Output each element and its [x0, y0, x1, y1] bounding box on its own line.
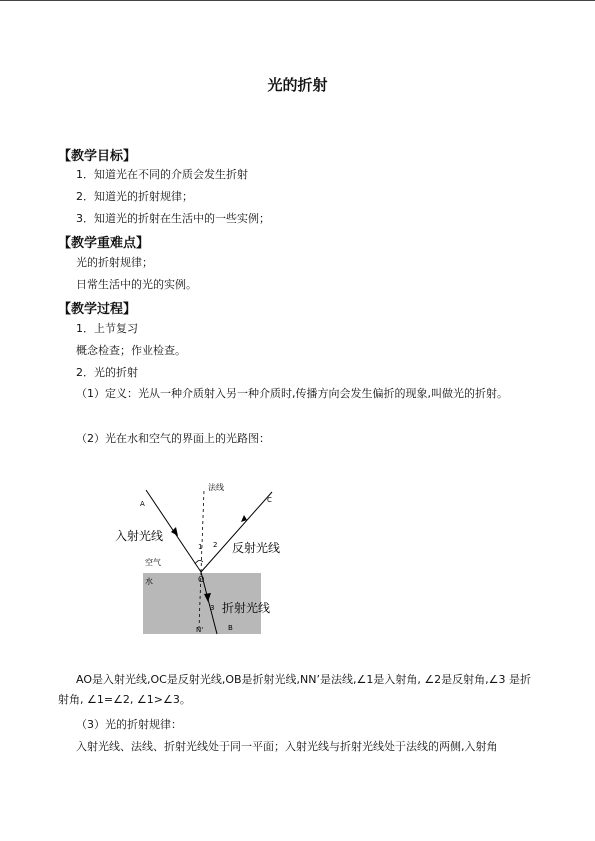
diagram-caption: （2）光在水和空气的界面上的光路图： — [76, 432, 270, 445]
incident-ray-label: 入射光线 — [115, 529, 164, 543]
point-b-label: B — [228, 624, 233, 632]
key-points-heading: 【教学重难点】 — [58, 236, 150, 251]
top-rule — [0, 0, 595, 1]
angle-3-label: 3 — [210, 604, 215, 612]
key-point-2: 日常生活中的光的实例。 — [76, 278, 197, 291]
definition-paragraph: （1）定义：光从一种介质射入另一种介质时,传播方向会发生偏折的现象,叫做光的折射。 — [76, 387, 508, 400]
angle-1-label: 1 — [198, 543, 203, 551]
review-item: 1．上节复习 — [76, 322, 138, 335]
law-text: 入射光线、法线、折射光线处于同一平面；入射光线与折射光线处于法线的两侧,入射角 — [76, 740, 498, 753]
key-point-1: 光的折射规律； — [76, 256, 153, 269]
reflected-ray — [201, 492, 272, 572]
water-label: 水 — [145, 577, 153, 586]
law-heading: （3）光的折射规律： — [76, 718, 182, 731]
refracted-ray-label: 折射光线 — [222, 601, 271, 615]
point-o-label: O — [198, 575, 205, 584]
normal-label: 法线 — [208, 483, 224, 492]
goal-item-1: 1．知道光在不同的介质会发生折射 — [76, 168, 248, 181]
goals-heading: 【教学目标】 — [58, 149, 137, 164]
goal-item-2: 2．知道光的折射规律； — [76, 190, 193, 203]
angle-arc — [195, 560, 203, 564]
normal-line — [201, 490, 204, 572]
point-a-label: A — [140, 500, 145, 508]
refraction-diagram — [100, 470, 310, 640]
reflected-ray-label: 反射光线 — [232, 541, 281, 555]
refraction-item: 2．光的折射 — [76, 366, 138, 379]
goal-item-3: 3．知道光的折射在生活中的一些实例； — [76, 212, 270, 225]
angle-2-label: 2 — [213, 541, 218, 549]
point-n-prime-label: N' — [196, 626, 204, 634]
review-detail: 概念检查；作业检查。 — [76, 344, 186, 357]
process-heading: 【教学过程】 — [58, 302, 137, 317]
page-title: 光的折射 — [267, 76, 328, 94]
explanation-paragraph: AO是入射光线,OC是反射光线,OB是折射光线,NN’是法线,∠1是入射角, ∠2是反射角,∠3 是折射角, ∠1=∠2, ∠1>∠3。 — [58, 673, 532, 706]
point-c-label: C — [267, 496, 272, 504]
air-label: 空气 — [145, 558, 161, 567]
